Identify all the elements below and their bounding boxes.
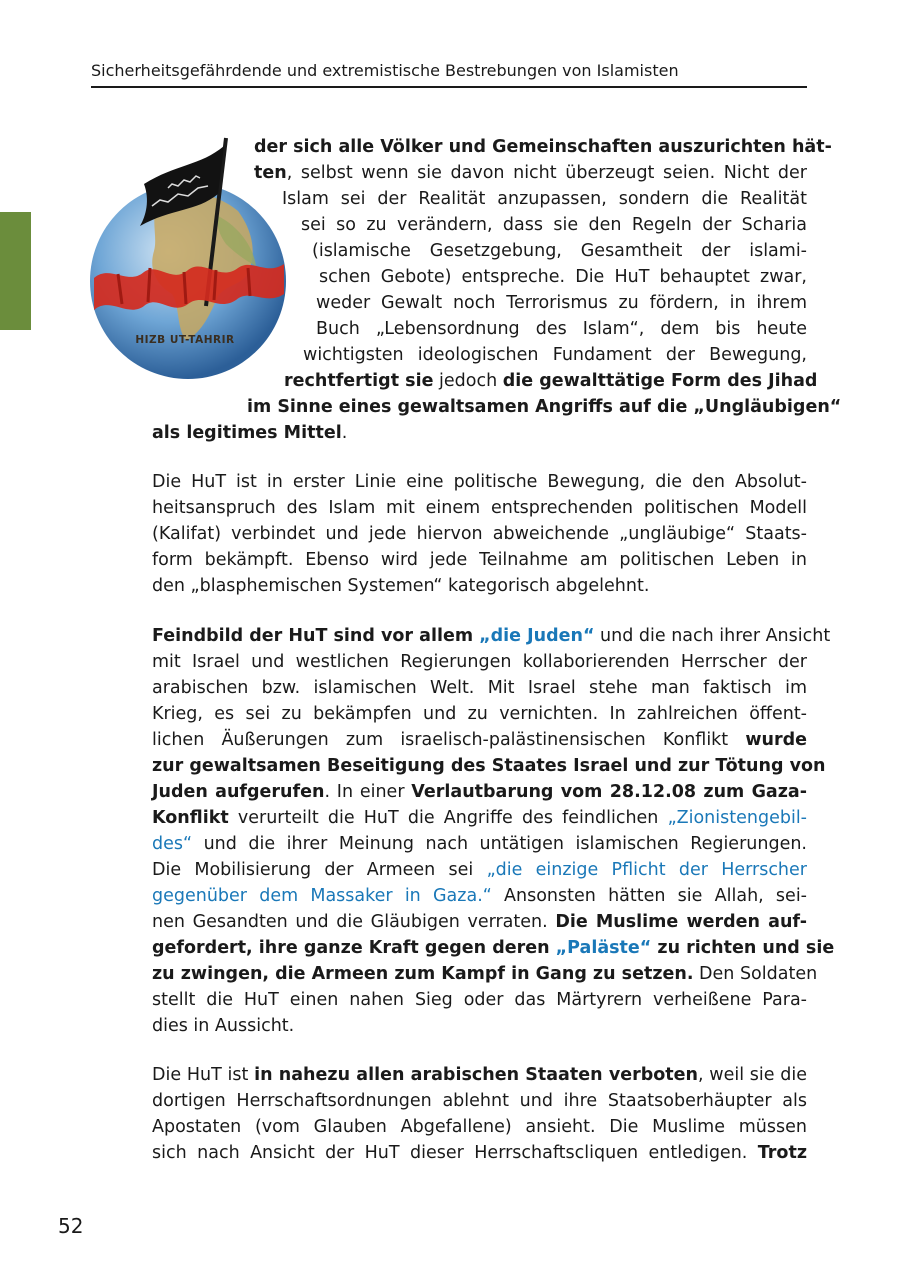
text-segment: „Zionistengebil- [667,808,807,828]
text-segment: gefordert, ihre ganze Kraft gegen deren [152,938,556,958]
text-segment: als legitimes Mittel [152,423,342,443]
text-segment: ten [254,163,287,183]
text-segment: Juden aufgerufen [152,782,325,802]
text-line [316,290,807,316]
text-segment: Die HuT ist in erster Linie eine politische Bewegung, die den Absolut- [152,472,807,492]
text-segment: Den Soldaten [693,964,818,984]
text-segment: Trotz [757,1143,807,1163]
text-segment: wichtigsten ideologischen Fundament der Bewegung, [303,345,807,365]
text-line [152,1062,807,1088]
text-segment: im Sinne eines gewaltsamen Angriffs auf die „Ungläubigen“ [247,397,842,417]
text-segment: sei so zu verändern, dass sie den Regeln der Scharia [301,215,807,235]
text-segment: und die ihrer Meinung nach untätigen islamischen Regierungen. [192,834,807,854]
text-line [312,238,807,264]
text-segment: zu richten und sie [651,938,835,958]
text-segment: Ansonsten hätten sie Allah, sei- [491,886,807,906]
text-line [303,342,807,368]
text-segment: dortigen Herrschaftsordnungen ablehnt und ihre Staatsoberhäupter als [152,1091,807,1111]
text-segment: gegenüber dem Massaker in Gaza.“ [152,886,492,906]
text-segment: den „blasphemischen Systemen“ kategorisch abgelehnt. [152,576,650,596]
text-segment: „die Juden“ [479,626,595,646]
text-segment: . In einer [324,782,412,802]
text-segment: verurteilt die HuT die Angriffe des feindlichen [228,808,668,828]
text-segment: in nahezu allen arabischen Staaten verboten [254,1065,698,1085]
text-line [152,779,807,805]
text-line [152,1140,807,1166]
text-line [152,420,347,446]
text-line [152,909,807,935]
text-line [152,1013,294,1039]
text-segment: Die HuT ist [152,1065,255,1085]
text-segment: heitsanspruch des Islam mit einem entsprechenden politischen Modell [152,498,807,518]
text-line [152,1114,807,1140]
text-line [254,160,807,186]
text-line [152,961,818,987]
text-segment: die gewalttätige Form des Jihad [502,371,818,391]
text-line [152,727,807,753]
text-segment: mit Israel und westlichen Regierungen kollaborierenden Herrscher der [152,652,807,672]
text-line [152,831,807,857]
text-segment: zur gewaltsamen Beseitigung des Staates Israel und zur Tötung von [152,756,826,776]
text-segment: Feindbild der HuT sind vor allem [152,626,480,646]
text-line [152,623,831,649]
text-segment: , selbst wenn sie davon nicht überzeugt seien. Nicht der [286,163,807,183]
running-header-title: Sicherheitsgefährdende und extremistische Bestrebungen von Islamisten [91,61,679,80]
text-line [316,316,807,342]
text-line [152,547,807,573]
text-line [284,368,818,394]
chapter-tab-marker [0,212,31,330]
text-segment: schen Gebote) entspreche. Die HuT behauptet zwar, [319,267,807,287]
text-segment: und die nach ihrer Ansicht [594,626,831,646]
text-segment: lichen Äußerungen zum israelisch-palästinensischen Konflikt [152,730,746,750]
text-segment: Buch „Lebensordnung des Islam“, dem bis heute [316,319,807,339]
text-line [152,495,807,521]
text-segment: (Kalifat) verbindet und jede hiervon abweichende „ungläubige“ Staats- [152,524,807,544]
text-segment: des“ [152,834,193,854]
text-line [152,935,835,961]
text-segment: wurde [745,730,807,750]
text-segment: sich nach Ansicht der HuT dieser Herrschaftscliquen entledigen. [152,1143,758,1163]
text-line [152,675,807,701]
text-segment: (islamische Gesetzgebung, Gesamtheit der islami- [312,241,807,261]
text-line [282,186,807,212]
text-segment: , weil sie die [697,1065,807,1085]
text-segment: Konflikt [152,808,229,828]
text-line [301,212,807,238]
text-segment: . [341,423,348,443]
text-line [152,1088,807,1114]
text-segment: „die einzige Pflicht der Herrscher [486,860,807,880]
running-header [91,60,807,88]
text-segment: zu zwingen, die Armeen zum Kampf in Gang zu setzen. [152,964,694,984]
text-line [152,753,826,779]
text-line [152,701,807,727]
text-segment: nen Gesandten und die Gläubigen verraten. [152,912,556,932]
text-line [152,883,807,909]
text-segment: form bekämpft. Ebenso wird jede Teilnahme am politischen Leben in [152,550,807,570]
text-line [152,649,807,675]
text-segment: weder Gewalt noch Terrorismus zu fördern, in ihrem [316,293,807,313]
text-line [247,394,842,420]
text-segment: rechtfertigt sie [284,371,434,391]
page-number: 52 [58,1214,84,1238]
text-segment: der sich alle Völker und Gemeinschaften auszurichten hät- [254,137,832,157]
text-line [152,987,807,1013]
text-line [254,134,832,160]
text-line [152,857,807,883]
text-segment: stellt die HuT einen nahen Sieg oder das Märtyrern verheißene Para- [152,990,807,1010]
text-segment: arabischen bzw. islamischen Welt. Mit Israel stehe man faktisch im [152,678,807,698]
text-line [152,469,807,495]
text-segment: Die Mobilisierung der Armeen sei [152,860,487,880]
text-segment: Krieg, es sei zu bekämpfen und zu vernichten. In zahlreichen öffent- [152,704,807,724]
text-segment: Apostaten (vom Glauben Abgefallene) ansieht. Die Muslime müssen [152,1117,807,1137]
text-line [152,521,807,547]
text-segment: Verlautbarung vom 28.12.08 zum Gaza- [411,782,807,802]
text-segment: Islam sei der Realität anzupassen, sondern die Realität [282,189,807,209]
text-segment: jedoch [433,371,503,391]
text-line [152,805,807,831]
logo-caption: HIZB UT-TAHRIR [135,334,235,346]
text-segment: dies in Aussicht. [152,1016,295,1036]
text-line [319,264,807,290]
text-segment: Die Muslime werden auf- [555,912,807,932]
text-segment: „Paläste“ [555,938,652,958]
text-line [152,573,649,599]
